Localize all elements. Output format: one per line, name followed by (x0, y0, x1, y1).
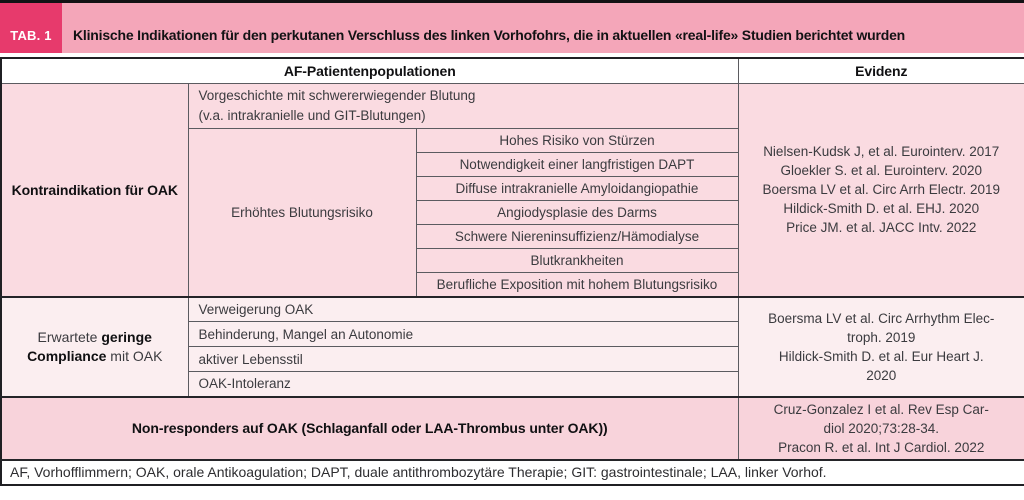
evidence-line: 2020 (866, 367, 897, 383)
evidence-line: Hildick-Smith D. et al. Eur Heart J. (778, 348, 984, 364)
evidence-line: Hildick-Smith D. et al. EHJ. 2020 (783, 201, 980, 217)
compliance-item: OAK-Intoleranz (188, 372, 738, 397)
section3-label: Non-responders auf OAK (Schlaganfall oder LAA-Thrombus unter OAK)) (1, 397, 738, 460)
table-number-badge: TAB. 1 (0, 3, 62, 53)
evidence-line: Price JM. et al. JACC Intv. 2022 (786, 220, 977, 236)
history-line: (v.a. intrakranielle und GIT-Blutungen) (198, 108, 426, 123)
section1-history-cell (188, 84, 738, 129)
history-line: Vorgeschichte mit schwererwiegender Blutung (198, 88, 476, 103)
table-title-bar (0, 0, 1024, 53)
bleeding-risk-label: Erhöhtes Blutungsrisiko (188, 129, 416, 297)
table-row (1, 297, 1024, 322)
risk-item: Hohes Risiko von Stürzen (416, 129, 738, 153)
evidence-line: Cruz-Gonzalez I et al. Rev Esp Car- (773, 401, 989, 417)
label-part: mit OAK (106, 347, 163, 364)
footnote-row (1, 460, 1024, 485)
risk-item: Notwendigkeit einer langfristigen DAPT (416, 153, 738, 177)
evidence-line: Pracon R. et al. Int J Cardiol. 2022 (778, 439, 985, 455)
evidence-line: troph. 2019 (847, 329, 916, 345)
section2-evidence-cell (738, 297, 1024, 397)
column-header-evidence: Evidenz (738, 58, 1024, 84)
compliance-item: Verweigerung OAK (188, 297, 738, 322)
table-row (1, 397, 1024, 460)
evidence-line: Nielsen-Kudsk J, et al. Eurointerv. 2017 (763, 144, 1000, 160)
column-header-row (1, 58, 1024, 84)
compliance-item: aktiver Lebensstil (188, 347, 738, 372)
evidence-line: diol 2020;73:28-34. (823, 420, 940, 436)
risk-item: Diffuse intrakranielle Amyloidangiopathie (416, 177, 738, 201)
abbreviations-footnote: AF, Vorhofflimmern; OAK, orale Antikoagulation; DAPT, duale antithrombozytäre Therapie; GIT: gastrointestinale; LAA, linker Vorhof. (1, 460, 1024, 485)
label-part-bold: Compliance (27, 347, 107, 364)
column-header-patients: AF-Patientenpopulationen (1, 58, 738, 84)
section1-evidence-cell (738, 84, 1024, 297)
evidence-line: Boersma LV et al. Circ Arrhythm Elec- (768, 310, 995, 326)
evidence-line: Gloekler S. et al. Eurointerv. 2020 (780, 163, 983, 179)
table-row (1, 84, 1024, 129)
section3-evidence-cell (738, 397, 1024, 460)
table-title: Klinische Indikationen für den perkutanen Verschluss des linken Vorhofohrs, die in aktuellen «real-life» Studien berichtet wurden (62, 3, 1024, 53)
compliance-item: Behinderung, Mangel an Autonomie (188, 322, 738, 347)
risk-item: Angiodysplasie des Darms (416, 201, 738, 225)
risk-item: Blutkrankheiten (416, 249, 738, 273)
risk-item: Schwere Niereninsuffizienz/Hämodialyse (416, 225, 738, 249)
section2-label (1, 297, 188, 397)
label-part-bold: geringe (101, 328, 152, 345)
evidence-line: Boersma LV et al. Circ Arrh Electr. 2019 (762, 182, 1001, 198)
label-part: Erwartete (37, 328, 102, 345)
section1-label: Kontraindikation für OAK (1, 84, 188, 297)
risk-item: Berufliche Exposition mit hohem Blutungsrisiko (416, 273, 738, 297)
indications-table (0, 57, 1024, 486)
